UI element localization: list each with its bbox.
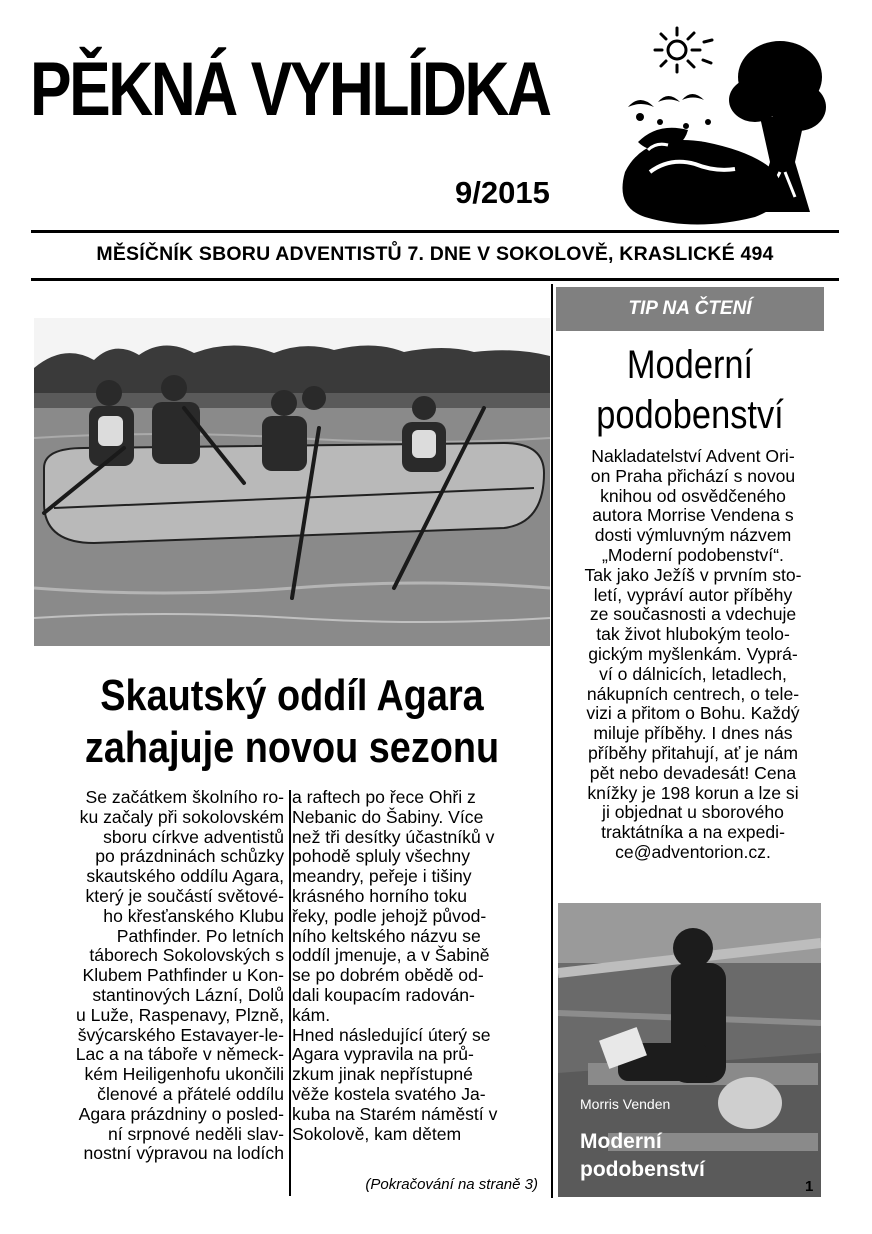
hills-icon xyxy=(628,94,711,129)
article-line: kám. xyxy=(292,1004,331,1025)
cover-author: Morris Venden xyxy=(580,1096,671,1112)
masthead-divider xyxy=(31,230,839,233)
article-line: Agara prázdniny o posled- xyxy=(78,1103,284,1124)
review-line: ze současnosti a vdechuje xyxy=(589,604,797,625)
article-line: krásného horního toku xyxy=(292,885,468,906)
column-divider xyxy=(551,284,553,1198)
review-line: vizi a přitom o Bohu. Každý xyxy=(586,703,800,724)
article-line: Agara vypravila na prů- xyxy=(292,1044,474,1065)
article-line: věže kostela svatého Ja- xyxy=(292,1083,486,1104)
book-title-line-2: podobenství xyxy=(596,393,784,437)
article-line: švýcarského Estavayer-le- xyxy=(77,1024,284,1045)
article-line: Hned následující úterý se xyxy=(292,1024,491,1045)
review-line: ce@adventorion.cz. xyxy=(615,841,771,862)
sun-icon xyxy=(655,28,712,72)
rafting-photo xyxy=(34,318,550,646)
article-column-left xyxy=(34,788,284,1164)
continuation-note: (Pokračování na straně 3) xyxy=(365,1176,538,1193)
review-line: ji objednat u sborového xyxy=(602,802,784,823)
review-line: miluje příběhy. I dnes nás xyxy=(593,723,793,744)
article-line: Pathfinder. Po letních xyxy=(116,925,284,946)
article-line: Se začátkem školního ro- xyxy=(85,787,284,807)
book-title-line-1: Moderní xyxy=(626,343,754,387)
article-line: sboru církve adventistů xyxy=(103,826,284,847)
tip-label-bar: TIP NA ČTENÍ xyxy=(556,287,824,331)
subtitle-divider xyxy=(31,278,839,281)
cover-title-line-2: podobenství xyxy=(580,1158,705,1181)
article-line: skautského oddílu Agara, xyxy=(86,866,284,887)
article-line: meandry, peřeje i tišiny xyxy=(292,866,472,887)
review-line: ví o dálnicích, letadlech, xyxy=(599,663,787,684)
review-line: Tak jako Ježíš v prvním sto- xyxy=(584,564,802,585)
review-line: pět nebo devadesát! Cena xyxy=(589,762,797,783)
article-line: kém Heiligenhofu ukončili xyxy=(84,1064,284,1085)
article-line: dali koupacím radován- xyxy=(292,984,475,1005)
book-cover-image xyxy=(558,903,821,1197)
article-column-divider xyxy=(289,790,291,1196)
review-line: traktátníka a na expedi- xyxy=(601,822,785,843)
newsletter-subtitle: MĚSÍČNÍK SBORU ADVENTISTŮ 7. DNE V SOKOLOVĚ, KRASLICKÉ 494 xyxy=(96,243,774,265)
review-line: on Praha přichází s novou xyxy=(590,465,796,486)
page-number: 1 xyxy=(805,1178,814,1195)
article-line: se po dobrém obědě od- xyxy=(292,965,484,986)
review-line: dosti výmluvným názvem xyxy=(594,525,792,546)
ground-icon xyxy=(623,128,782,225)
article-line: Klubem Pathfinder u Kon- xyxy=(82,965,284,986)
review-line: gickým myšlenkám. Vyprá- xyxy=(588,643,798,664)
article-line: ní srpnové neděli slav- xyxy=(107,1123,284,1144)
article-line: kuba na Starém náměstí v xyxy=(292,1103,498,1124)
issue-number: 9/2015 xyxy=(455,175,550,210)
headline-line-1: Skautský oddíl Agara xyxy=(100,671,484,720)
review-line: knihou od osvědčeného xyxy=(600,485,786,506)
review-line: letí, vypráví autor příběhy xyxy=(593,584,793,605)
article-line: než tři desítky účastníků v xyxy=(292,826,495,847)
book-title xyxy=(575,340,805,440)
article-line: zkum jinak nepřístupné xyxy=(292,1064,473,1085)
article-line: táborech Sokolovských s xyxy=(89,945,284,966)
article-line: oddíl jmenuje, a v Šabině xyxy=(292,945,490,966)
article-line: stantinových Lázní, Dolů xyxy=(92,984,284,1005)
sun-and-tree-landscape-icon xyxy=(620,22,830,227)
headline-line-2: zahajuje novou sezonu xyxy=(84,723,500,772)
review-line: tak život hlubokým teolo- xyxy=(596,624,790,645)
review-line: „Moderní podobenství“. xyxy=(602,544,784,565)
article-line: po prázdninách schůzky xyxy=(95,846,284,867)
article-line: ku začaly při sokolovském xyxy=(79,806,284,827)
article-column-middle xyxy=(292,788,547,1144)
cover-title-line-1: Moderní xyxy=(580,1130,662,1153)
book-review-text xyxy=(562,447,824,863)
article-line: Nebanic do Šabiny. Více xyxy=(292,806,484,827)
article-line: ho křesťanského Klubu xyxy=(103,905,284,926)
article-line: řeky, podle jehojž původ- xyxy=(292,905,487,926)
newsletter-title: PĚKNÁ VYHLÍDKA xyxy=(30,47,550,132)
article-line: nostní výpravou na lodích xyxy=(83,1143,284,1164)
article-line: který je součástí světové- xyxy=(85,885,284,906)
article-line: a raftech po řece Ohři z xyxy=(292,787,476,807)
article-line: pohodě spluly všechny xyxy=(292,846,471,867)
cover-title xyxy=(580,1128,705,1184)
article-line: ního keltského názvu se xyxy=(292,925,481,946)
review-line: příběhy přitahují, ať je nám xyxy=(587,742,799,763)
article-line: u Luže, Raspenavy, Plzně, xyxy=(76,1004,284,1025)
review-line: Nakladatelství Advent Ori- xyxy=(591,446,795,466)
review-line: autora Morrise Vendena s xyxy=(592,505,794,526)
review-line: knížky je 198 korun a lze si xyxy=(587,782,799,803)
article-line: Lac a na táboře v německ- xyxy=(75,1044,284,1065)
review-line: nákupních centrech, o tele- xyxy=(586,683,800,704)
article-line: Sokolově, kam dětem xyxy=(292,1123,462,1144)
article-line: členové a přátelé oddílu xyxy=(97,1083,284,1104)
